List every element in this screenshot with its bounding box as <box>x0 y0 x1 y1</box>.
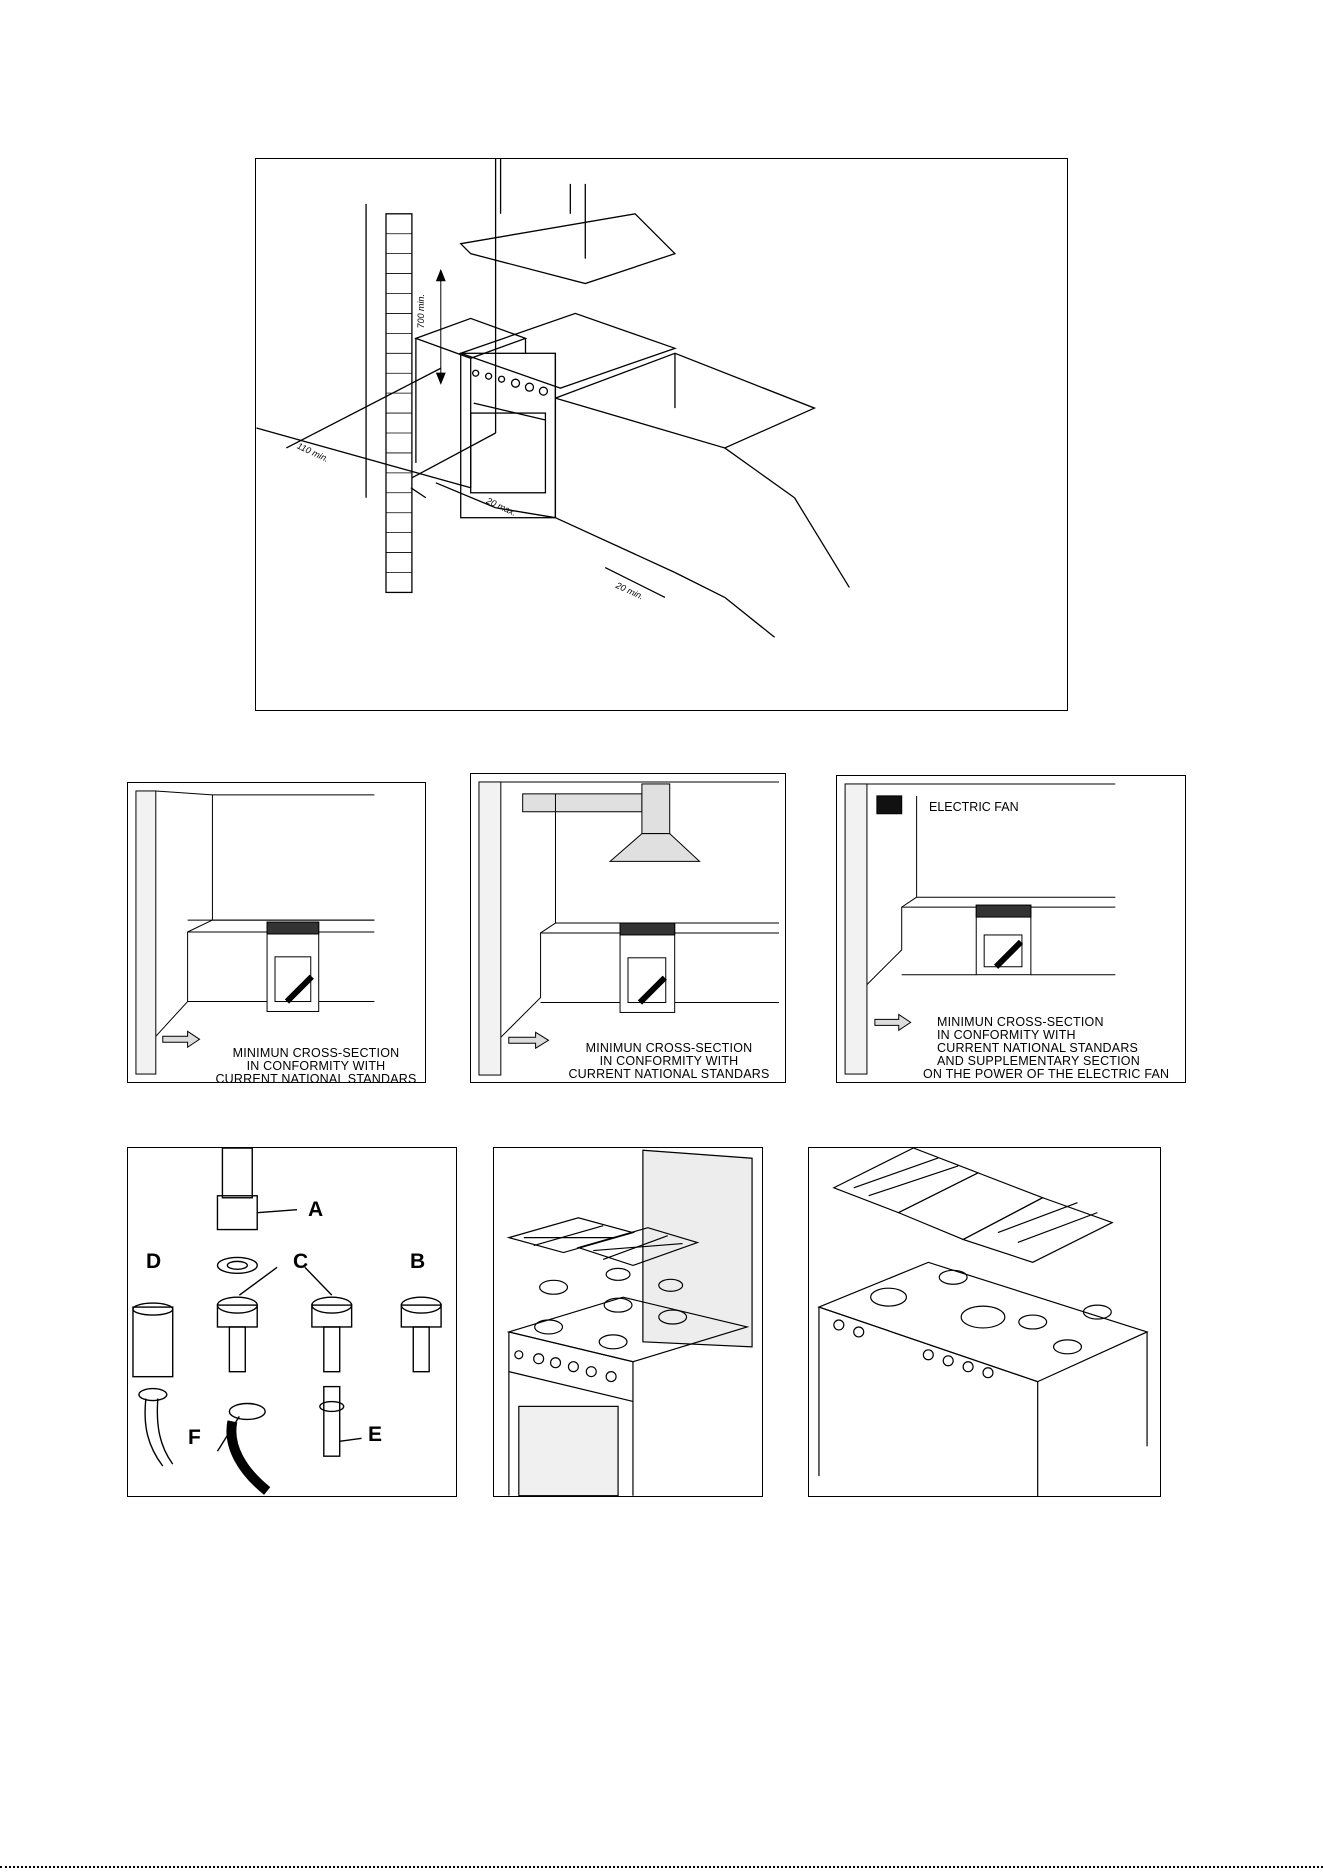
ventilation-caption-1: MINIMUN CROSS-SECTION IN CONFORMITY WITH CURRENT NATIONAL STANDARS <box>215 1046 417 1083</box>
part-b <box>401 1305 441 1327</box>
part-label-d: D <box>146 1250 162 1273</box>
electric-fan-icon <box>877 796 902 814</box>
cooker-large-drawing <box>809 1148 1160 1496</box>
cooker-hood <box>461 214 675 284</box>
part-a-nut <box>217 1196 257 1230</box>
rear-gap-min-dim: 20 min. <box>614 580 646 602</box>
oven-door <box>471 413 546 493</box>
ventilation-panel-hood <box>470 773 786 1083</box>
part-e <box>324 1387 340 1457</box>
electric-fan-label: ELECTRIC FAN <box>929 800 1019 814</box>
page-bottom-rule <box>0 1866 1323 1868</box>
side-gap-dim: 110 min. <box>295 440 331 465</box>
ventilation-panel-electric-fan <box>836 775 1186 1083</box>
brick-wall <box>386 214 412 593</box>
ventilation-panel-natural <box>127 782 426 1083</box>
washer <box>217 1257 257 1273</box>
brick-pattern <box>386 234 412 573</box>
part-c-1 <box>217 1305 257 1327</box>
ventilation-caption-2: MINIMUN CROSS-SECTION IN CONFORMITY WITH CURRENT NATIONAL STANDARS <box>568 1041 770 1081</box>
oven-window <box>519 1406 618 1495</box>
gas-connector-parts-panel <box>127 1147 457 1497</box>
ventilation-caption-3: MINIMUN CROSS-SECTION IN CONFORMITY WITH CURRENT NATIONAL STANDARS AND SUPPLEMENTARY SECTION ON THE POWER OF THE ELECTRIC FAN <box>923 1015 1170 1081</box>
part-label-c: C <box>293 1250 309 1273</box>
installation-drawing <box>256 159 1067 710</box>
exhaust-duct <box>523 794 642 812</box>
pan-support-mid <box>898 1173 1042 1240</box>
cooker-small-drawing <box>494 1148 762 1496</box>
hood-height-dim: 700 min. <box>415 294 426 329</box>
knobs-large <box>834 1320 993 1378</box>
pan-support-left <box>834 1148 978 1213</box>
burner-cap-1 <box>540 1280 568 1294</box>
part-a-pipe <box>222 1148 252 1198</box>
part-label-a: A <box>308 1198 324 1221</box>
room-drawing-2 <box>471 774 785 1082</box>
part-d <box>133 1307 173 1377</box>
part-label-f: F <box>188 1426 201 1449</box>
room-drawing-1 <box>128 783 425 1082</box>
hood-2 <box>610 834 699 862</box>
cooker-grids-panel-large <box>808 1147 1161 1497</box>
hob-top-large <box>819 1262 1147 1381</box>
pan-support-right <box>963 1198 1112 1263</box>
part-f <box>229 1404 265 1420</box>
rear-gap-max-dim: 20 max. <box>484 495 518 519</box>
control-knobs <box>473 370 548 395</box>
part-label-e: E <box>368 1423 383 1446</box>
connector-parts-drawing <box>128 1148 456 1496</box>
part-c-2 <box>312 1305 352 1327</box>
installation-clearance-diagram <box>255 158 1068 711</box>
cooker-grids-panel-small <box>493 1147 763 1497</box>
part-label-b: B <box>410 1250 426 1273</box>
